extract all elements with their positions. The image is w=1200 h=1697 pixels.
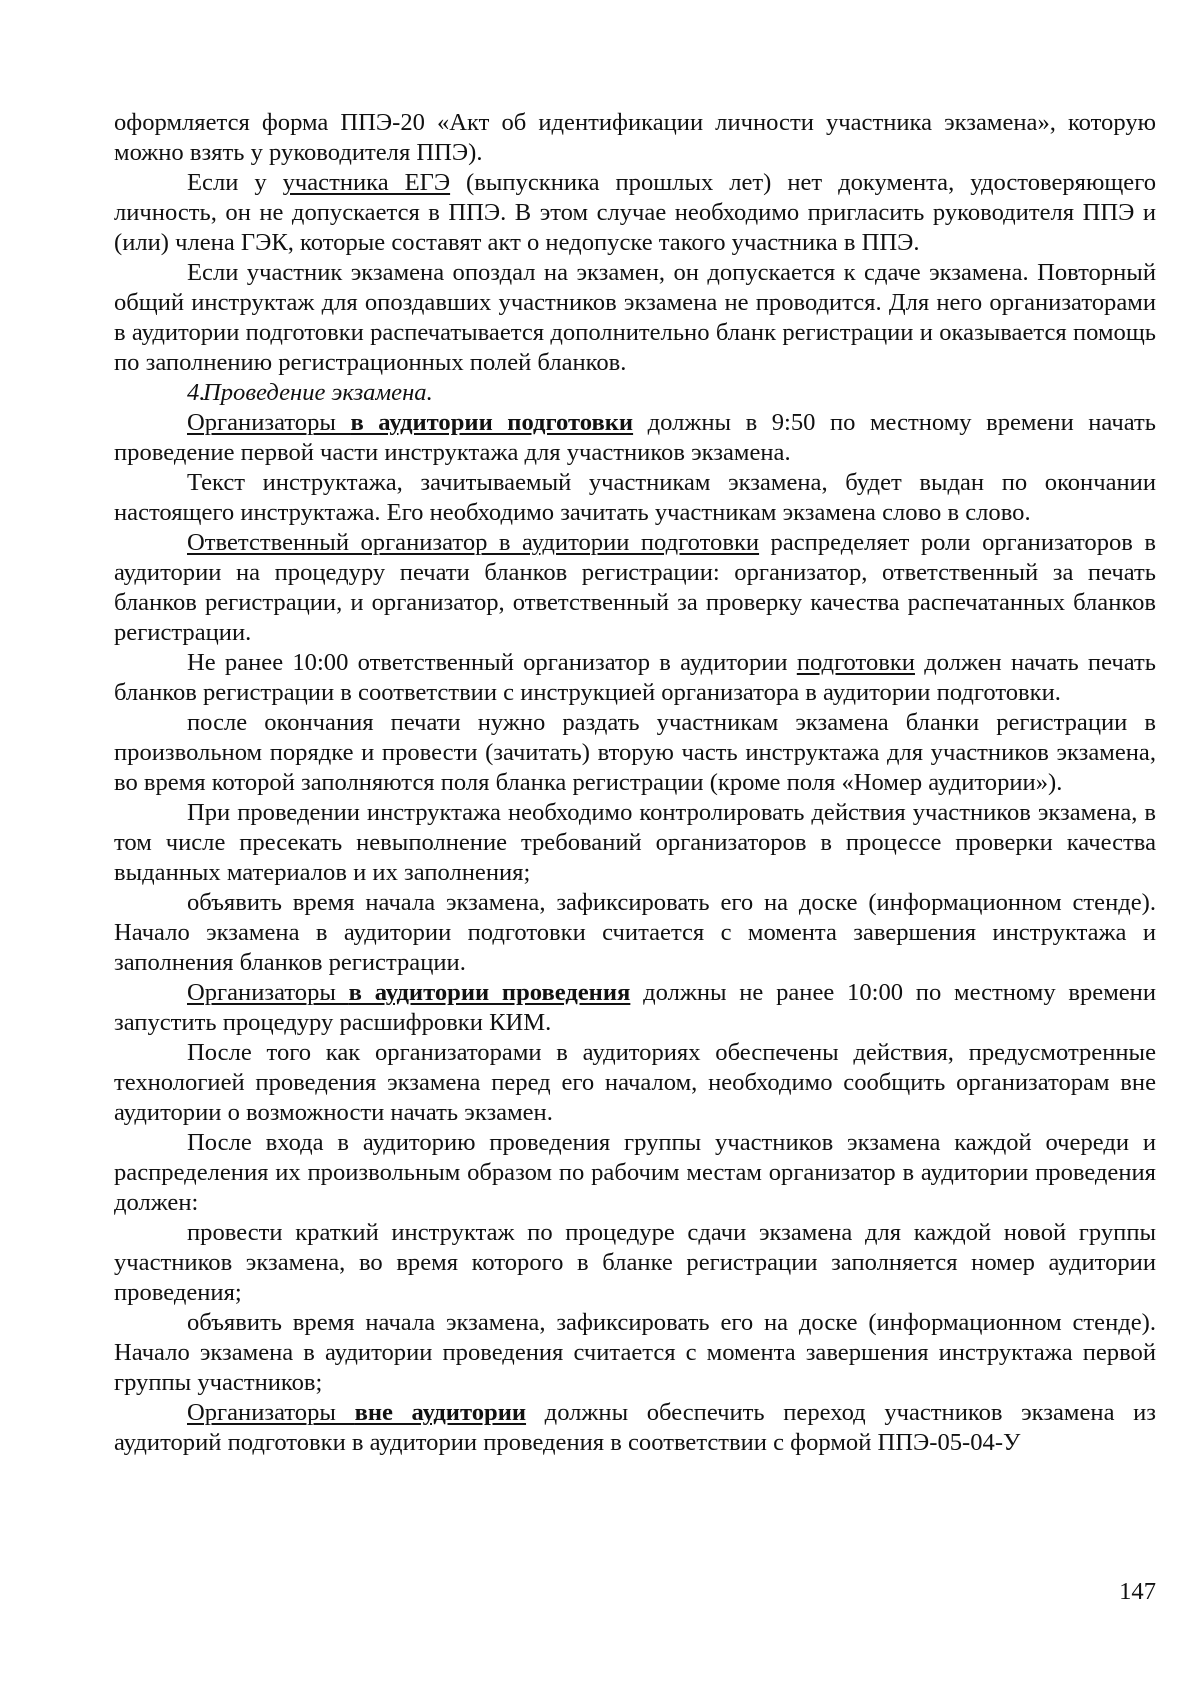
underlined-term: подготовки <box>796 649 915 676</box>
paragraph: При проведении инструктажа необходимо контролировать действия участников экзамена, в том числе пресекать невыполнение требований организаторов в процессе проверки качества выданных материалов и их заполнения; <box>114 799 1156 886</box>
bold-underlined-term: вне аудитории <box>354 1399 527 1426</box>
section-number: 4. <box>187 379 206 406</box>
text-run: должны в 9:50 по местному времени начать проведение первой части инструктажа для участников экзамена. <box>114 409 1156 466</box>
paragraph: После входа в аудиторию проведения группы участников экзамена каждой очереди и распределения их произвольным образом по рабочим местам организатор в аудитории проведения должен: <box>114 1129 1156 1216</box>
paragraph: Текст инструктажа, зачитываемый участникам экзамена, будет выдан по окончании настоящего инструктажа. Его необходимо зачитать участникам экзамена слово в слово. <box>114 469 1156 526</box>
paragraph: Если участник экзамена опоздал на экзамен, он допускается к сдаче экзамена. Повторный общий инструктаж для опоздавших участников экзамена не проводится. Для него организаторами в аудитории подготовки распечатывается дополнительно бланк регистрации и оказывается помощь по заполнению регистрационных полей бланков. <box>114 259 1156 376</box>
paragraph <box>114 978 1156 1038</box>
paragraph: После того как организаторами в аудиториях обеспечены действия, предусмотренные технологией проведения экзамена перед его началом, необходимо сообщить организаторам вне аудитории о возможности начать экзамен. <box>114 1039 1156 1126</box>
underlined-term: Организаторы <box>187 1399 355 1426</box>
paragraph <box>114 648 1156 708</box>
text-run: (выпускника прошлых лет) нет документа, удостоверяющего личность, он не допускается в ППЭ. В этом случае необходимо пригласить руководителя ППЭ и (или) члена ГЭК, которые составят акт о недопуске такого участника в ППЭ. <box>114 169 1156 256</box>
paragraph <box>114 168 1156 258</box>
text-run: распределяет роли организаторов в аудитории на процедуру печати бланков регистрации: организатор, ответственный за печать бланков регистрации, и организатор, ответственный за проверку качества распечатанных бланков регистрации. <box>114 529 1157 646</box>
text-run: Если у <box>187 169 283 196</box>
paragraph <box>114 528 1156 648</box>
paragraph: объявить время начала экзамена, зафиксировать его на доске (информационном стенде). Начало экзамена в аудитории подготовки считается с момента завершения инструктажа и заполнения бланков регистрации. <box>114 889 1156 976</box>
underlined-term: Организаторы <box>187 409 351 436</box>
document-page <box>114 108 1156 1458</box>
text-run: должны не ранее 10:00 по местному времени запустить процедуру расшифровки КИМ. <box>114 979 1156 1036</box>
paragraph: оформляется форма ППЭ-20 «Акт об идентификации личности участника экзамена», которую можно взять у руководителя ППЭ). <box>114 109 1156 166</box>
page-number: 147 <box>1119 1578 1156 1605</box>
paragraph <box>114 1398 1156 1458</box>
section-title: Проведение экзамена. <box>203 379 433 406</box>
text-run: должен начать печать бланков регистрации в соответствии с инструкцией организатора в аудитории подготовки. <box>114 649 1156 706</box>
section-heading <box>114 378 1156 408</box>
underlined-term: Ответственный организатор в аудитории подготовки <box>187 529 760 556</box>
paragraph: провести краткий инструктаж по процедуре сдачи экзамена для каждой новой группы участников экзамена, во время которого в бланке регистрации заполняется номер аудитории проведения; <box>114 1219 1156 1306</box>
underlined-term: Организаторы <box>187 979 349 1006</box>
paragraph: после окончания печати нужно раздать участникам экзамена бланки регистрации в произвольном порядке и провести (зачитать) вторую часть инструктажа для участников экзамена, во время которой заполняются поля бланка регистрации (кроме поля «Номер аудитории»). <box>114 709 1156 796</box>
paragraph: объявить время начала экзамена, зафиксировать его на доске (информационном стенде). Начало экзамена в аудитории проведения считается с момента завершения инструктажа первой группы участников; <box>114 1309 1156 1396</box>
text-run: должны обеспечить переход участников экзамена из аудиторий подготовки в аудитории проведения в соответствии с формой ППЭ-05-04-У <box>114 1399 1156 1456</box>
text-run: Не ранее 10:00 ответственный организатор в аудитории <box>187 649 797 676</box>
bold-underlined-term: в аудитории подготовки <box>350 409 634 436</box>
paragraph <box>114 408 1156 468</box>
underlined-term: участника ЕГЭ <box>282 169 451 196</box>
bold-underlined-term: в аудитории проведения <box>348 979 631 1006</box>
